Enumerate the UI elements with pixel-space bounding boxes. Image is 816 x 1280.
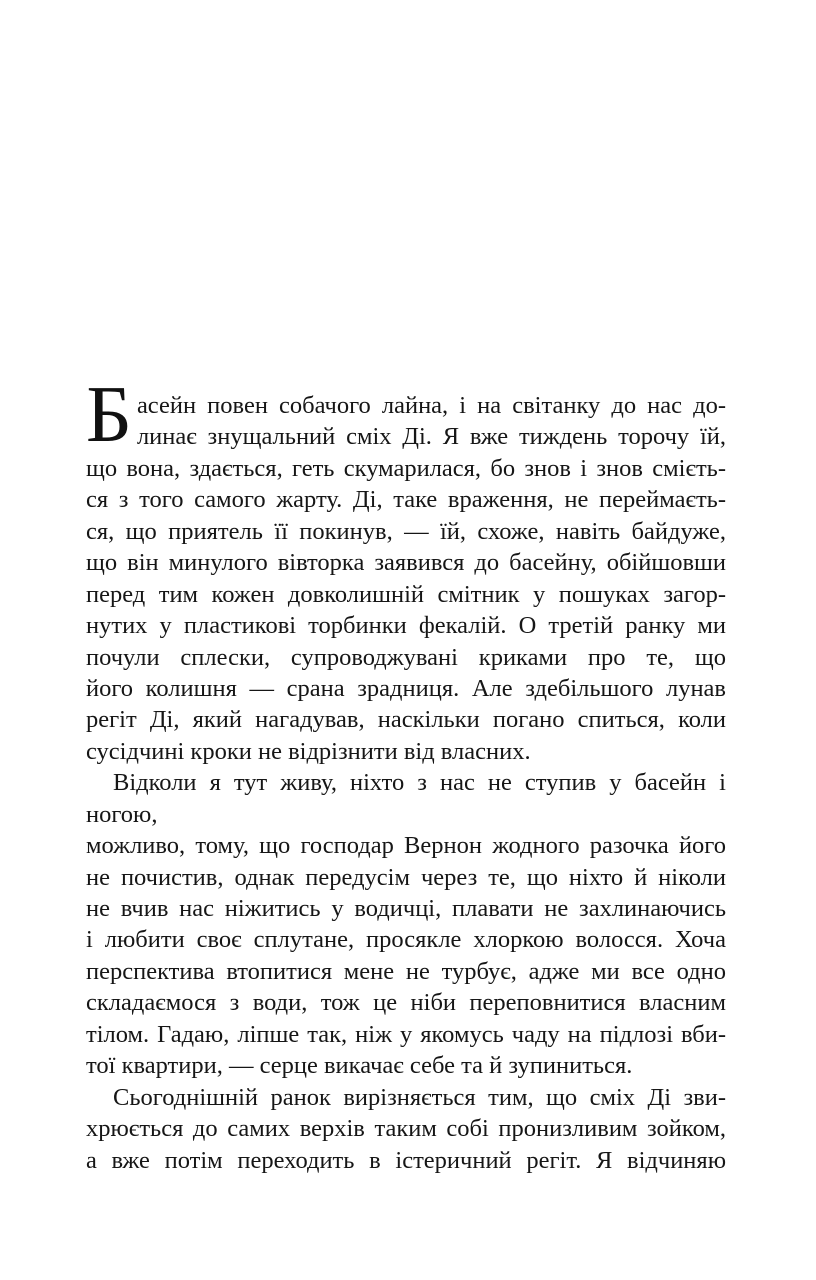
paragraph-1	[86, 371, 726, 767]
text-line: не вчив нас ніжитись у водичці, плавати не захлинаючись	[86, 895, 726, 922]
text-line: Відколи я тут живу, ніхто з нас не ступив у басейн і ногою,	[86, 769, 726, 828]
text-line: тої квартири, — серце викачає себе та й зупиниться.	[86, 1052, 633, 1080]
text-line: можливо, тому, що господар Вернон жодного разочка його	[86, 832, 726, 860]
text-line: а вже потім переходить в істеричний регіт. Я відчиняю	[86, 1146, 726, 1174]
text-line: не почистив, однак передусім через те, що ніхто й ніколи	[86, 863, 726, 891]
text-line: що він минулого вівторка заявився до басейну, обійшовши	[86, 549, 726, 577]
text-line: складаємося з води, тож це ніби переповнитися власним	[86, 989, 726, 1017]
text-line: перспектива втопитися мене не турбує, адже ми все одно	[86, 957, 726, 985]
text-line: перед тим кожен довколишній смітник у пошуках загор-	[86, 580, 726, 608]
text-line: що вона, здається, геть скумарилася, бо знов і знов смієть-	[86, 454, 726, 482]
text-line: його колишня — срана зрадниця. Але здебільшого лунав	[86, 674, 726, 702]
paragraph-3	[86, 1082, 726, 1176]
text-line: і любити своє сплутане, просякле хлоркою волосся. Хоча	[86, 926, 726, 954]
text-line: хрюється до самих верхів таким собі пронизливим зойком,	[86, 1115, 726, 1143]
text-line: ся, що приятель її покинув, — їй, схоже, навіть байдуже,	[86, 517, 726, 545]
text-line: тілом. Гадаю, ліпше так, ніж у якомусь чаду на підлозі вби-	[86, 1020, 726, 1048]
text-line: почули сплески, супроводжувані криками про те, що	[86, 643, 726, 671]
drop-cap: Б	[86, 371, 132, 459]
text-line: нутих у пластикові торбинки фекалій. О третій ранку ми	[86, 612, 726, 640]
text-line: асейн повен собачого лайна, і на світанку до нас до-	[136, 392, 726, 419]
paragraph-2	[86, 767, 726, 1081]
page-text-block	[86, 371, 726, 1176]
text-line: линає знущальний сміх Ді. Я вже тиждень торочу їй,	[136, 423, 726, 451]
text-line: сусідчині кроки не відрізнити від власних.	[86, 737, 531, 765]
text-line: Сьогоднішній ранок вирізняється тим, що сміх Ді зви-	[113, 1083, 726, 1111]
text-line: регіт Ді, який нагадував, наскільки погано спиться, коли	[86, 706, 726, 734]
text-line: ся з того самого жарту. Ді, таке враження, не переймаєть-	[86, 486, 726, 514]
